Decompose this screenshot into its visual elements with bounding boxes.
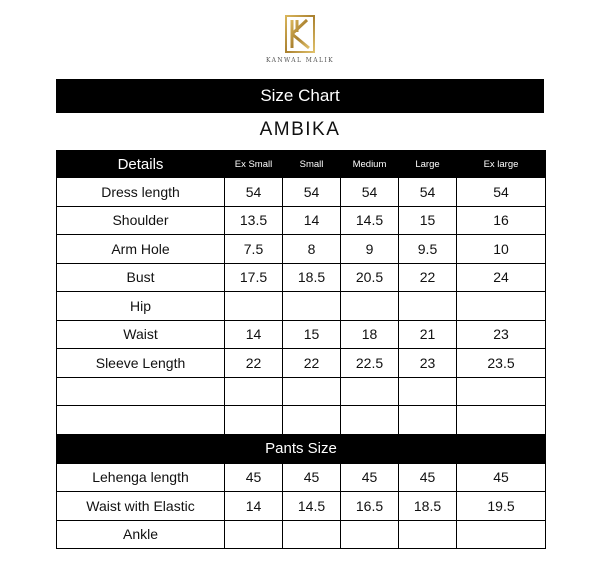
row-label: Bust [57,263,225,292]
table-cell: 54 [283,178,341,207]
row-label: Ankle [57,520,225,549]
table-cell: 54 [225,178,283,207]
pants-size-title: Pants Size [57,434,546,463]
table-cell: 45 [341,463,399,492]
table-cell: 14 [283,206,341,235]
table-cell: 15 [283,320,341,349]
table-row [57,320,546,349]
table-cell [225,377,283,406]
table-cell: 8 [283,235,341,264]
table-cell [225,292,283,321]
table-cell: 23.5 [457,349,546,378]
row-label: Shoulder [57,206,225,235]
table-cell [225,406,283,435]
row-label [57,377,225,406]
table-row [57,292,546,321]
table-row [57,178,546,207]
table-cell: 9.5 [399,235,457,264]
size-chart-title: Size Chart [56,79,544,113]
brand-name: KANWAL MALIK [265,57,335,64]
table-cell: 23 [457,320,546,349]
row-label: Sleeve Length [57,349,225,378]
table-cell: 7.5 [225,235,283,264]
table-cell [225,520,283,549]
table-cell [341,520,399,549]
size-table [56,150,546,549]
table-cell [457,377,546,406]
row-label: Dress length [57,178,225,207]
table-cell: 54 [399,178,457,207]
table-cell: 14 [225,320,283,349]
row-label: Arm Hole [57,235,225,264]
table-cell: 18 [341,320,399,349]
table-cell: 18.5 [399,492,457,521]
product-name: AMBIKA [259,119,341,140]
table-cell: 54 [341,178,399,207]
row-label [57,406,225,435]
table-cell: 19.5 [457,492,546,521]
table-cell [283,292,341,321]
km-monogram-icon [283,14,317,54]
table-cell [283,406,341,435]
table-cell [457,292,546,321]
table-cell [283,520,341,549]
table-cell [399,292,457,321]
table-row [57,235,546,264]
table-cell [399,520,457,549]
table-cell [457,406,546,435]
table-row [57,520,546,549]
table-cell [457,520,546,549]
table-cell [341,406,399,435]
table-row [57,206,546,235]
table-row [57,463,546,492]
table-header-row [57,151,546,178]
row-label: Waist [57,320,225,349]
table-cell: 45 [283,463,341,492]
header-size: Small [283,151,341,178]
table-cell: 16 [457,206,546,235]
table-cell: 16.5 [341,492,399,521]
table-cell: 22 [225,349,283,378]
table-cell: 14.5 [341,206,399,235]
table-cell: 20.5 [341,263,399,292]
row-label: Lehenga length [57,463,225,492]
table-cell [399,377,457,406]
table-cell: 45 [399,463,457,492]
table-cell: 17.5 [225,263,283,292]
row-label: Hip [57,292,225,321]
table-cell: 15 [399,206,457,235]
table-cell: 18.5 [283,263,341,292]
table-row [57,349,546,378]
table-cell: 24 [457,263,546,292]
table-cell: 22 [399,263,457,292]
table-row [57,492,546,521]
table-cell: 10 [457,235,546,264]
table-row [57,406,546,435]
table-cell [341,292,399,321]
pants-section-row [57,434,546,463]
table-row [57,263,546,292]
table-cell: 14 [225,492,283,521]
header-size: Medium [341,151,399,178]
table-cell: 45 [457,463,546,492]
table-cell: 45 [225,463,283,492]
brand-logo [265,14,335,68]
table-cell [399,406,457,435]
table-cell: 13.5 [225,206,283,235]
header-size: Large [399,151,457,178]
row-label: Waist with Elastic [57,492,225,521]
table-cell: 22 [283,349,341,378]
table-cell: 23 [399,349,457,378]
table-cell [283,377,341,406]
table-cell: 22.5 [341,349,399,378]
table-cell: 21 [399,320,457,349]
header-size: Ex Small [225,151,283,178]
header-details: Details [57,151,225,178]
table-cell: 54 [457,178,546,207]
table-row [57,377,546,406]
table-cell: 9 [341,235,399,264]
table-cell [341,377,399,406]
table-cell: 14.5 [283,492,341,521]
header-size: Ex large [457,151,546,178]
